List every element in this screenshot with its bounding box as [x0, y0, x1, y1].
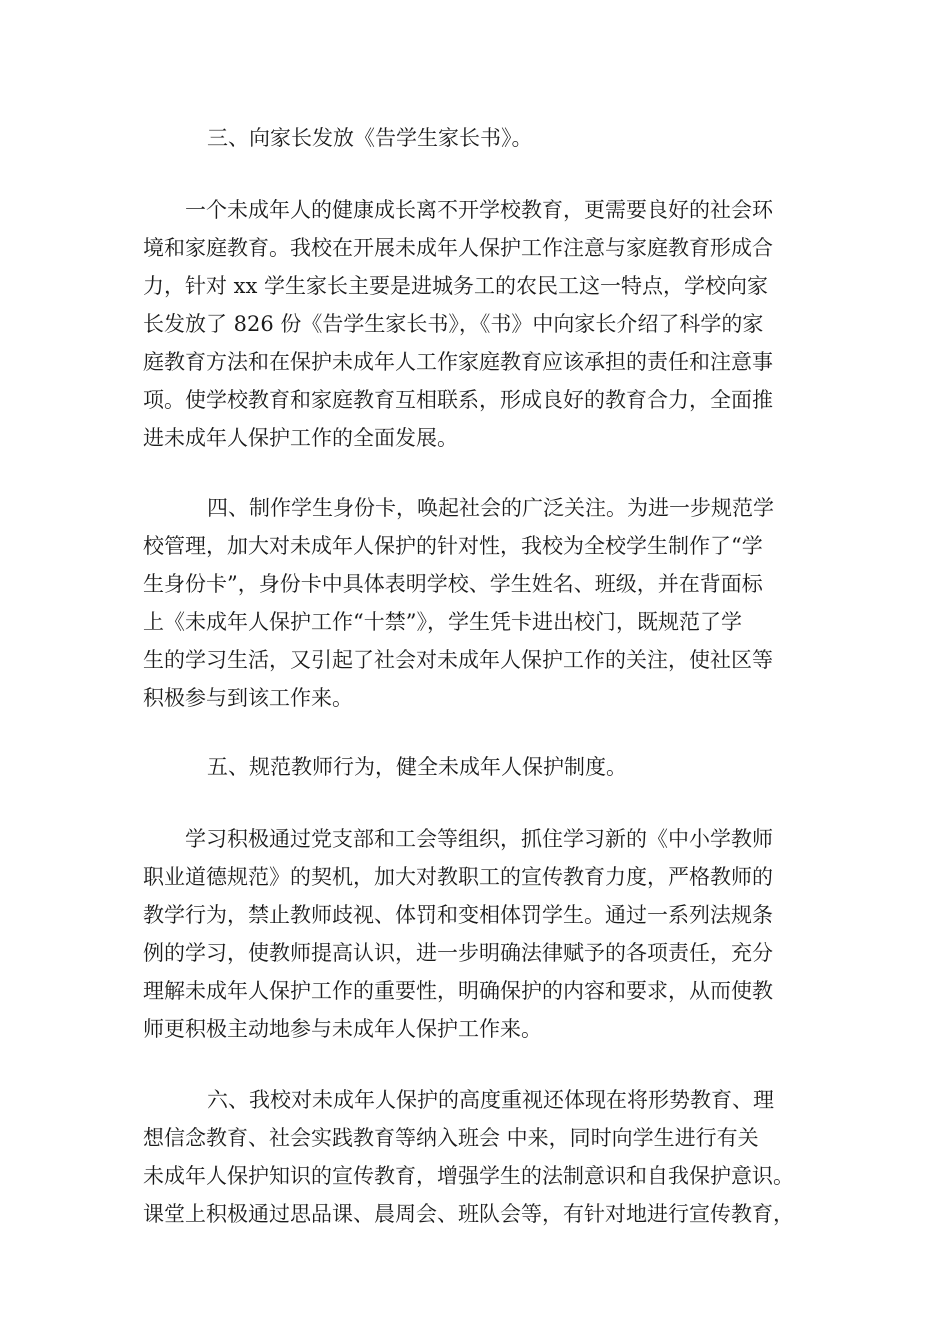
text-line: 项。使学校教育和家庭教育互相联系，形成良好的教育合力，全面推: [143, 388, 773, 412]
text-line: 四、制作学生身份卡，唤起社会的广泛关注。为进一步规范学: [207, 496, 774, 520]
text-line: 进未成年人保护工作的全面发展。: [143, 426, 458, 450]
heading-3: [143, 119, 823, 157]
text-line: 未成年人保护知识的宣传教育，增强学生的法制意识和自我保护意识。: [143, 1164, 794, 1188]
paragraph-5-body: [143, 820, 823, 1048]
text-line: 境和家庭教育。我校在开展未成年人保护工作注意与家庭教育形成合: [143, 236, 773, 260]
text-line: 课堂上积极通过思品课、晨周会、班队会等，有针对地进行宣传教育，: [143, 1202, 794, 1226]
text-line: 师更积极主动地参与未成年人保护工作来。: [143, 1017, 542, 1041]
text-line: 长发放了 826 份《告学生家长书》，《书》中向家长介绍了科学的家: [143, 312, 764, 336]
text-line: 一个未成年人的健康成长离不开学校教育，更需要良好的社会环: [185, 198, 773, 222]
text-line: 校管理，加大对未成年人保护的针对性，我校为全校学生制作了“学: [143, 534, 763, 558]
text-line: 理解未成年人保护工作的重要性，明确保护的内容和要求，从而使教: [143, 979, 773, 1003]
text-line: 三、向家长发放《告学生家长书》。: [207, 126, 533, 150]
paragraph-4: [143, 489, 823, 717]
text-line: 学习积极通过党支部和工会等组织，抓住学习新的《中小学教师: [185, 827, 773, 851]
text-line: 生身份卡”，身份卡中具体表明学校、学生姓名、班级，并在背面标: [143, 572, 763, 596]
text-line: 上《未成年人保护工作“十禁”》，学生凭卡进出校门，既规范了学: [143, 610, 742, 634]
text-line: 积极参与到该工作来。: [143, 686, 353, 710]
text-line: 生的学习生活，又引起了社会对未成年人保护工作的关注，使社区等: [143, 648, 773, 672]
text-line: 力，针对 xx 学生家长主要是进城务工的农民工这一特点，学校向家: [143, 274, 769, 298]
text-line: 想信念教育、社会实践教育等纳入班会 中来，同时向学生进行有关: [143, 1126, 759, 1150]
text-line: 教学行为，禁止教师歧视、体罚和变相体罚学生。通过一系列法规条: [143, 903, 773, 927]
text-line: 例的学习，使教师提高认识，进一步明确法律赋予的各项责任，充分: [143, 941, 773, 965]
paragraph-3-body: [143, 191, 823, 457]
text-line: 职业道德规范》的契机，加大对教职工的宣传教育力度，严格教师的: [143, 865, 773, 889]
text-line: 庭教育方法和在保护未成年人工作家庭教育应该承担的责任和注意事: [143, 350, 773, 374]
paragraph-6: [143, 1081, 823, 1233]
text-line: 五、规范教师行为，健全未成年人保护制度。: [207, 755, 627, 779]
text-line: 六、我校对未成年人保护的高度重视还体现在将形势教育、理: [207, 1088, 774, 1112]
heading-5: [143, 748, 823, 786]
